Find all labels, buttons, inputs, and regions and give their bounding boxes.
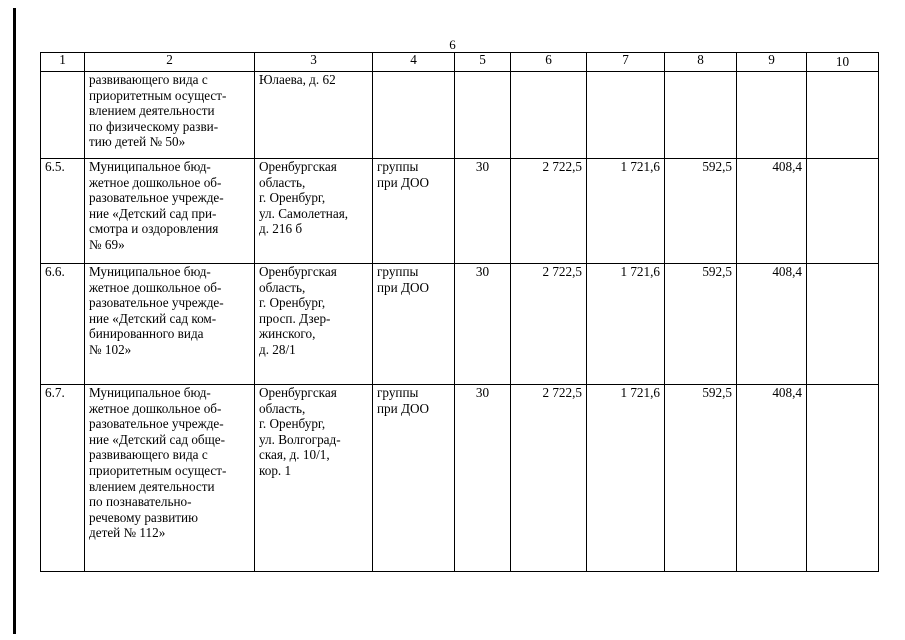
cell-type bbox=[373, 72, 455, 159]
cell-col8: 592,5 bbox=[665, 385, 737, 572]
cell-address: Оренбургская область, г. Оренбург, просп. Дзер- жинского, д. 28/1 bbox=[255, 264, 373, 385]
column-header-2: 2 bbox=[85, 53, 255, 72]
table-row bbox=[41, 72, 879, 159]
cell-col10 bbox=[807, 264, 879, 385]
column-header-5: 5 bbox=[455, 53, 511, 72]
cell-address: Юлаева, д. 62 bbox=[255, 72, 373, 159]
cell-address: Оренбургская область, г. Оренбург, ул. Волгоград- ская, д. 10/1, кор. 1 bbox=[255, 385, 373, 572]
column-header-4: 4 bbox=[373, 53, 455, 72]
table-row bbox=[41, 385, 879, 572]
cell-col6 bbox=[511, 72, 587, 159]
column-header-6: 6 bbox=[511, 53, 587, 72]
column-header-1: 1 bbox=[41, 53, 85, 72]
cell-col5 bbox=[455, 72, 511, 159]
cell-institution-name: Муниципальное бюд- жетное дошкольное об- разовательное учрежде- ние «Детский сад при- смотра и оздоровления № 69» bbox=[85, 159, 255, 264]
cell-col7: 1 721,6 bbox=[587, 159, 665, 264]
cell-col8: 592,5 bbox=[665, 264, 737, 385]
table-row bbox=[41, 264, 879, 385]
cell-type: группы при ДОО bbox=[373, 159, 455, 264]
cell-institution-name: развивающего вида с приоритетным осущест- влением деятельности по физическому разви- тию детей № 50» bbox=[85, 72, 255, 159]
cell-col5: 30 bbox=[455, 385, 511, 572]
column-header-9: 9 bbox=[737, 53, 807, 72]
cell-col6: 2 722,5 bbox=[511, 264, 587, 385]
cell-col9: 408,4 bbox=[737, 159, 807, 264]
data-table bbox=[40, 52, 879, 572]
cell-col5: 30 bbox=[455, 159, 511, 264]
cell-col10 bbox=[807, 72, 879, 159]
cell-type: группы при ДОО bbox=[373, 385, 455, 572]
column-header-8: 8 bbox=[665, 53, 737, 72]
cell-type: группы при ДОО bbox=[373, 264, 455, 385]
cell-col10 bbox=[807, 385, 879, 572]
cell-col10 bbox=[807, 159, 879, 264]
column-header-7: 7 bbox=[587, 53, 665, 72]
cell-col8: 592,5 bbox=[665, 159, 737, 264]
cell-col8 bbox=[665, 72, 737, 159]
cell-col9: 408,4 bbox=[737, 264, 807, 385]
cell-col6: 2 722,5 bbox=[511, 159, 587, 264]
cell-address: Оренбургская область, г. Оренбург, ул. Самолетная, д. 216 б bbox=[255, 159, 373, 264]
column-header-3: 3 bbox=[255, 53, 373, 72]
cell-col9 bbox=[737, 72, 807, 159]
cell-col7: 1 721,6 bbox=[587, 385, 665, 572]
cell-number: 6.5. bbox=[41, 159, 85, 264]
table-row bbox=[41, 159, 879, 264]
cell-col7: 1 721,6 bbox=[587, 264, 665, 385]
cell-number bbox=[41, 72, 85, 159]
cell-number: 6.6. bbox=[41, 264, 85, 385]
binding-margin-line bbox=[13, 8, 16, 634]
cell-institution-name: Муниципальное бюд- жетное дошкольное об- разовательное учрежде- ние «Детский сад ком- бинированного вида № 102» bbox=[85, 264, 255, 385]
cell-number: 6.7. bbox=[41, 385, 85, 572]
cell-col5: 30 bbox=[455, 264, 511, 385]
cell-col6: 2 722,5 bbox=[511, 385, 587, 572]
cell-col7 bbox=[587, 72, 665, 159]
page-number: 6 bbox=[449, 37, 456, 52]
cell-col9: 408,4 bbox=[737, 385, 807, 572]
table-header-row bbox=[41, 53, 879, 72]
column-header-10: 10 bbox=[807, 53, 879, 72]
cell-institution-name: Муниципальное бюд- жетное дошкольное об- разовательное учрежде- ние «Детский сад обще- развивающего вида с приоритетным осущест- влением деятельности по познавательно- речевому развитию детей № 112» bbox=[85, 385, 255, 572]
